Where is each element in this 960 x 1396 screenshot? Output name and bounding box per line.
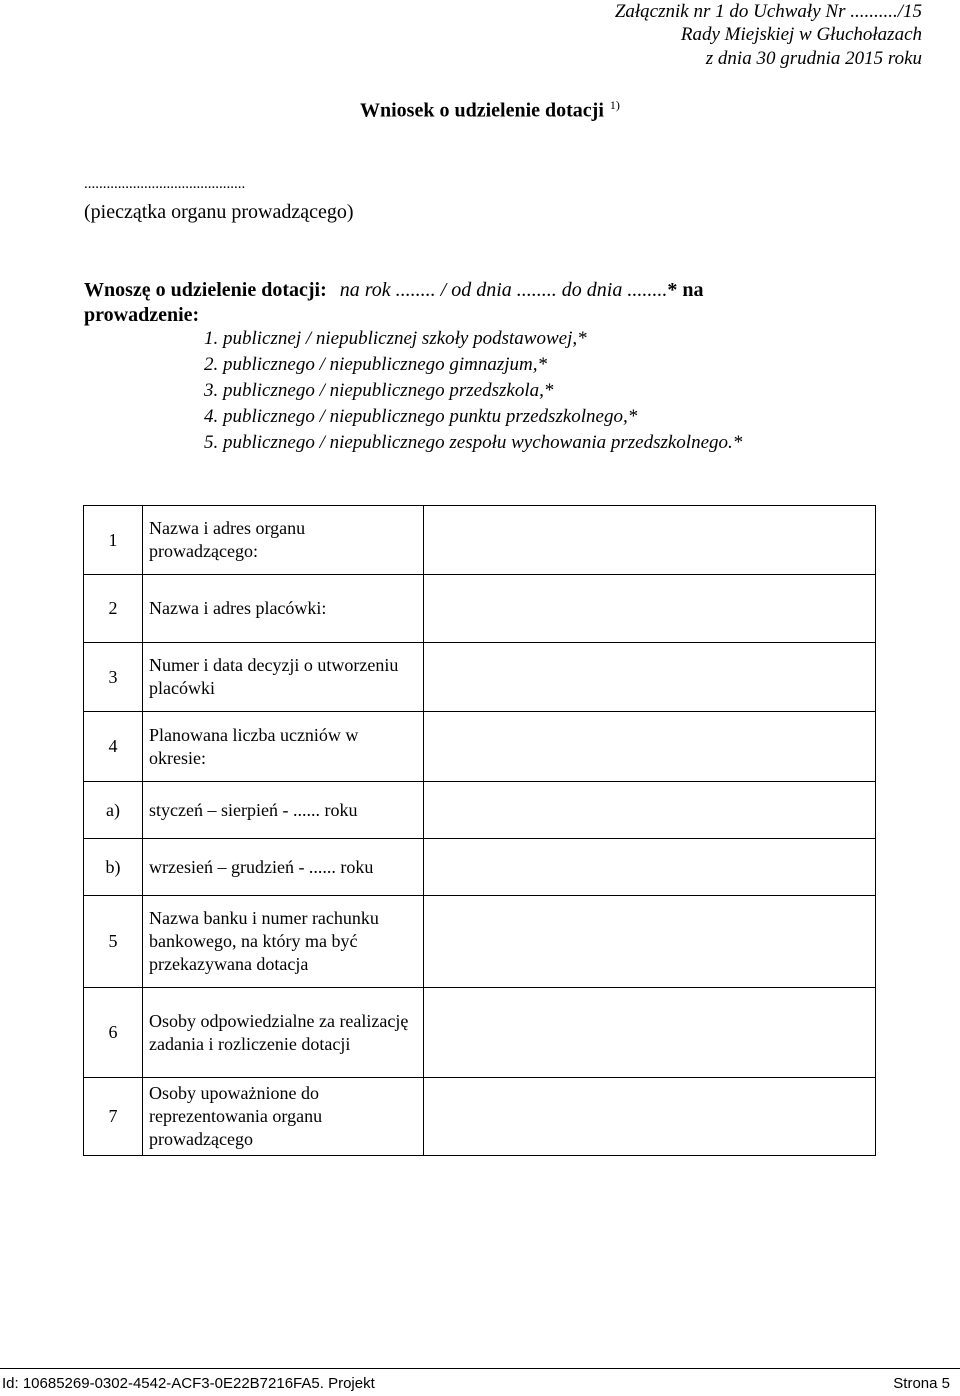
row-value-field[interactable] [424,575,876,643]
row-number: a) [84,782,143,839]
row-number: 7 [84,1078,143,1156]
request-star-na: * na [667,279,704,301]
row-label: Numer i data decyzji o utworzeniu placówki [143,643,424,712]
row-number: 3 [84,643,143,712]
table-row [84,506,876,575]
row-value-field[interactable] [424,782,876,839]
table-row [84,988,876,1078]
table-row [84,1078,876,1156]
institution-type-option: 4. publicznego / niepublicznego punktu przedszkolnego,* [204,406,638,427]
institution-type-option: 5. publicznego / niepublicznego zespołu wychowania przedszkolnego.* [204,432,743,453]
title-footnote-marker: 1) [609,98,620,112]
institution-type-option: 2. publicznego / niepublicznego gimnazjum,* [204,354,548,375]
table-row [84,839,876,896]
row-value-field[interactable] [424,988,876,1078]
application-form-table [83,505,876,1156]
institution-type-option: 3. publicznego / niepublicznego przedszkola,* [204,380,554,401]
row-value-field[interactable] [424,506,876,575]
institution-type-list [204,326,742,456]
document-title-text: Wniosek o udzielenie dotacji [360,99,604,122]
document-title [360,98,620,123]
row-label: Osoby upoważnione do reprezentowania organu prowadzącego [143,1078,424,1156]
row-value-field[interactable] [424,712,876,782]
row-value-field[interactable] [424,643,876,712]
request-lead: Wnoszę o udzielenie dotacji: [84,279,327,301]
row-label: Planowana liczba uczniów w okresie: [143,712,424,782]
row-number: 6 [84,988,143,1078]
table-row [84,896,876,988]
footer-divider [0,1368,960,1369]
institution-type-option: 1. publicznej / niepublicznej szkoły podstawowej,* [204,328,587,349]
row-label: styczeń – sierpień - ...... roku [143,782,424,839]
row-number: 2 [84,575,143,643]
row-value-field[interactable] [424,896,876,988]
request-statement [84,278,703,328]
table-row [84,712,876,782]
table-row [84,782,876,839]
row-value-field[interactable] [424,839,876,896]
row-number: 1 [84,506,143,575]
row-number: b) [84,839,143,896]
footer-page-number: Strona 5 [893,1375,950,1392]
row-label: Nazwa i adres placówki: [143,575,424,643]
row-number: 4 [84,712,143,782]
attachment-header-line1: Załącznik nr 1 do Uchwały Nr ........../15 [614,1,922,22]
row-value-field[interactable] [424,1078,876,1156]
request-prowadzenie: prowadzenie: [84,304,200,326]
stamp-dots: ........................................... [84,176,246,192]
request-period: na rok ........ / od dnia ........ do dnia ........ [339,279,668,301]
row-label: Osoby odpowiedzialne za realizację zadania i rozliczenie dotacji [143,988,424,1078]
row-label: Nazwa i adres organu prowadzącego: [143,506,424,575]
table-row [84,643,876,712]
footer-document-id: Id: 10685269-0302-4542-ACF3-0E22B7216FA5. Projekt [2,1375,375,1392]
table-row [84,575,876,643]
attachment-header-line2: Rady Miejskiej w Głuchołazach [680,24,922,45]
row-label: Nazwa banku i numer rachunku bankowego, na który ma być przekazywana dotacja [143,896,424,988]
attachment-header-line3: z dnia 30 grudnia 2015 roku [705,48,922,69]
row-label: wrzesień – grudzień - ...... roku [143,839,424,896]
row-number: 5 [84,896,143,988]
stamp-label: (pieczątka organu prowadzącego) [84,201,354,223]
